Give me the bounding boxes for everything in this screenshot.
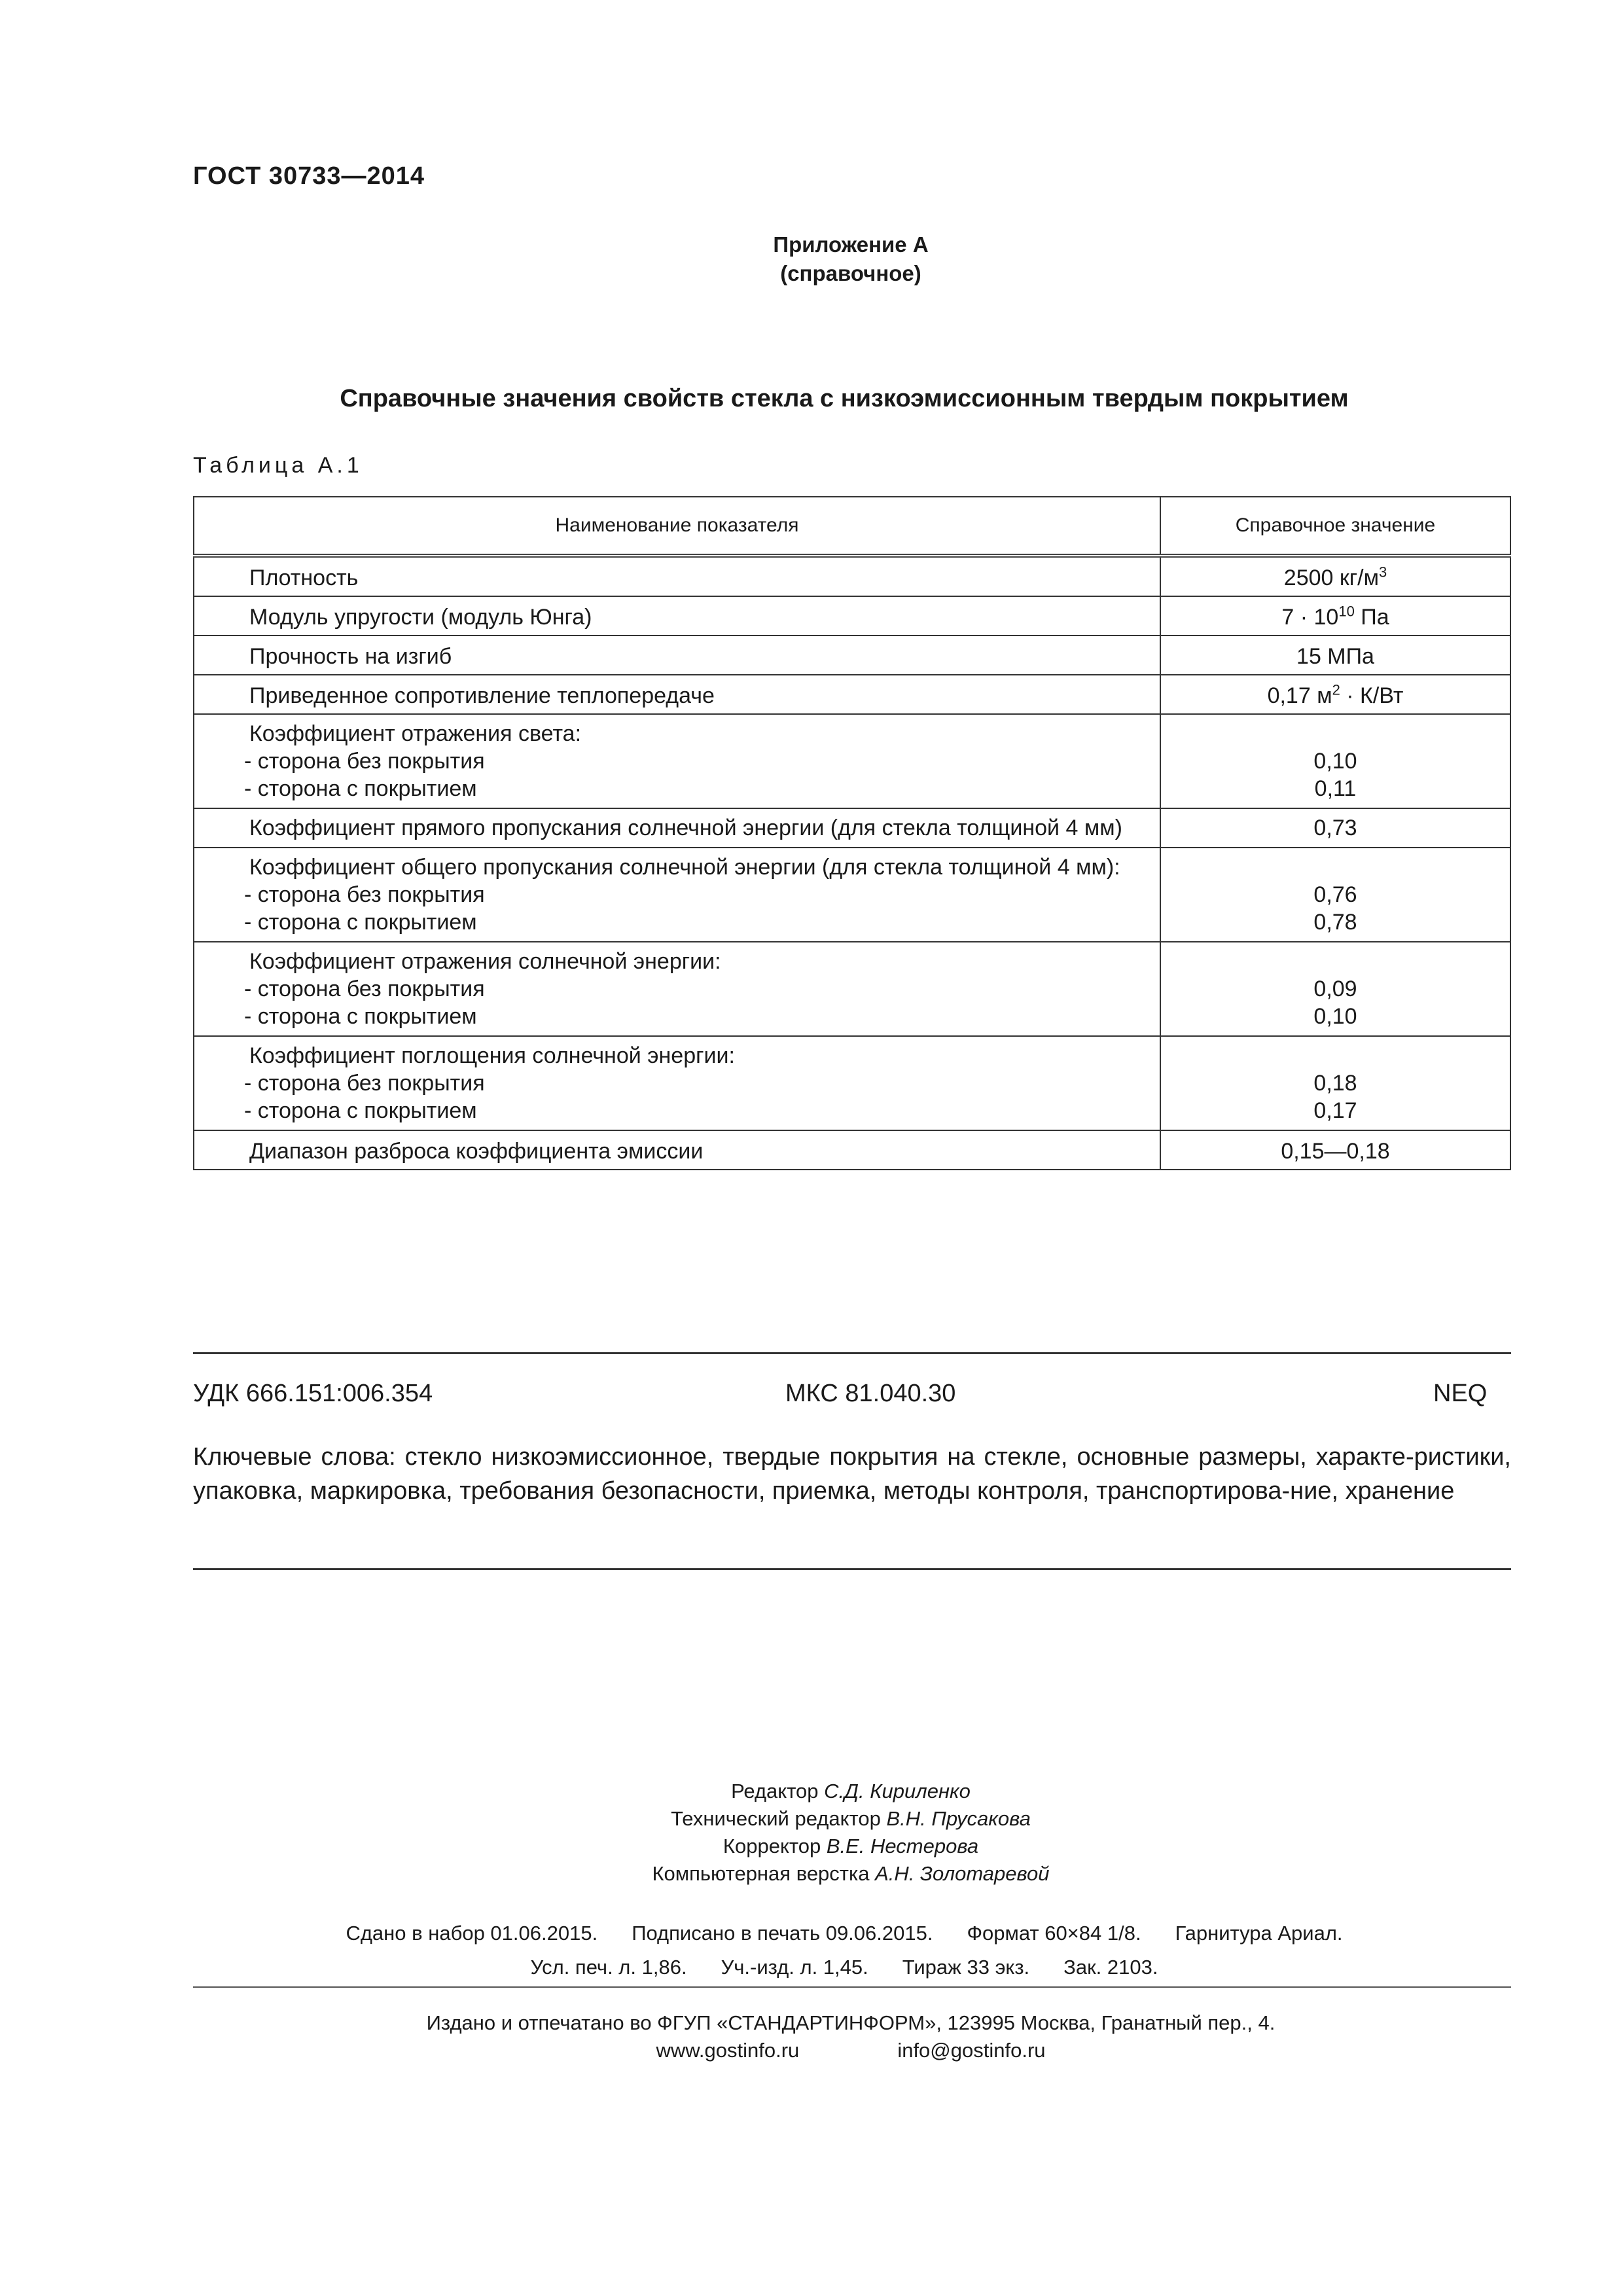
credit-line: Технический редактор В.Н. Прусакова <box>671 1807 1031 1830</box>
row-name: Плотность <box>194 556 1160 596</box>
divider <box>193 1568 1511 1570</box>
row-name: Приведенное сопротивление теплопередаче <box>194 675 1160 714</box>
divider <box>193 1352 1511 1354</box>
row-value: 0,76 0,78 <box>1160 848 1510 942</box>
keywords: Ключевые слова: стекло низкоэмиссионное, твердые покрытия на стекле, основные размеры, характе-ристики, упаковка, маркировка, требования безопасности, приемка, методы контроля, транспортирова-ние, хранение <box>193 1443 1511 1505</box>
row-value: 0,18 0,17 <box>1160 1036 1510 1130</box>
table-row <box>194 714 1510 808</box>
row-value: 0,73 <box>1160 808 1510 848</box>
table-row <box>194 675 1510 714</box>
credits <box>0 1778 1623 1888</box>
table-header-row <box>194 497 1510 556</box>
table-row <box>194 942 1510 1036</box>
mks-code: МКС 81.040.30 <box>785 1380 956 1407</box>
row-value: 0,15—0,18 <box>1160 1130 1510 1170</box>
divider <box>193 1986 1511 1988</box>
table-row <box>194 636 1510 675</box>
row-name: Коэффициент общего пропускания солнечной энергии (для стекла толщиной 4 мм): - сторона без покрытия - сторона с покрытием <box>194 848 1160 942</box>
table-row <box>194 556 1510 596</box>
table-row <box>194 1130 1510 1170</box>
publisher-info <box>0 2009 1623 2064</box>
publisher-address: Издано и отпечатано во ФГУП «СТАНДАРТИНФОРМ», 123995 Москва, Гранатный пер., 4. <box>426 2011 1275 2034</box>
annex-heading <box>0 230 1623 288</box>
row-name: Коэффициент отражения солнечной энергии: - сторона без покрытия - сторона с покрытием <box>194 942 1160 1036</box>
table-caption: Таблица А.1 <box>193 453 363 478</box>
table-row <box>194 596 1510 636</box>
table-row <box>194 848 1510 942</box>
page-title: Справочные значения свойств стекла с низкоэмиссионным твердым покрытием <box>340 385 1349 412</box>
row-value: 2500 $кг/м^3$ <box>1160 556 1510 596</box>
row-name: Прочность на изгиб <box>194 636 1160 675</box>
column-header-value: Справочное значение <box>1160 497 1510 556</box>
credit-line: Компьютерная верстка А.Н. Золотаревой <box>652 1862 1050 1885</box>
row-name: Коэффициент прямого пропускания солнечной энергии (для стекла толщиной 4 мм) <box>194 808 1160 848</box>
publisher-contacts <box>79 2037 1623 2064</box>
row-name: Коэффициент поглощения солнечной энергии: - сторона без покрытия - сторона с покрытием <box>194 1036 1160 1130</box>
print-info-line: Усл. печ. л. 1,86. Уч.-изд. л. 1,45. Тираж 33 экз. Зак. 2103. <box>530 1956 1158 1979</box>
row-value: $7 \cdot 10^{10}$ Па <box>1160 596 1510 636</box>
website-link[interactable]: www.gostinfo.ru <box>656 2039 800 2062</box>
neq-label: NEQ <box>1433 1380 1488 1407</box>
row-name: Диапазон разброса коэффициента эмиссии <box>194 1130 1160 1170</box>
row-value: 0,17 $м^2 \cdot К/Вт$ <box>1160 675 1510 714</box>
row-value: 15 МПа <box>1160 636 1510 675</box>
annex-label: Приложение А <box>773 232 929 257</box>
credit-line: Корректор В.Е. Нестерова <box>722 1835 979 1857</box>
row-value: 0,09 0,10 <box>1160 942 1510 1036</box>
table-row <box>194 808 1510 848</box>
column-header-name: Наименование показателя <box>194 497 1160 556</box>
annex-type: (справочное) <box>780 261 921 285</box>
row-value: 0,10 0,11 <box>1160 714 1510 808</box>
row-name: Коэффициент отражения света: - сторона без покрытия - сторона с покрытием <box>194 714 1160 808</box>
print-info-line: Сдано в набор 01.06.2015. Подписано в печать 09.06.2015. Формат 60×84 1/8. Гарнитура Ариал. <box>346 1922 1343 1945</box>
print-info <box>0 1916 1623 1984</box>
table-row <box>194 1036 1510 1130</box>
email-link[interactable]: info@gostinfo.ru <box>897 2039 1046 2062</box>
document-code: ГОСТ 30733—2014 <box>193 162 425 190</box>
row-name: Модуль упругости (модуль Юнга) <box>194 596 1160 636</box>
properties-table <box>193 496 1511 1170</box>
credit-line: Редактор С.Д. Кириленко <box>731 1780 971 1803</box>
udk-code: УДК 666.151:006.354 <box>193 1380 433 1407</box>
